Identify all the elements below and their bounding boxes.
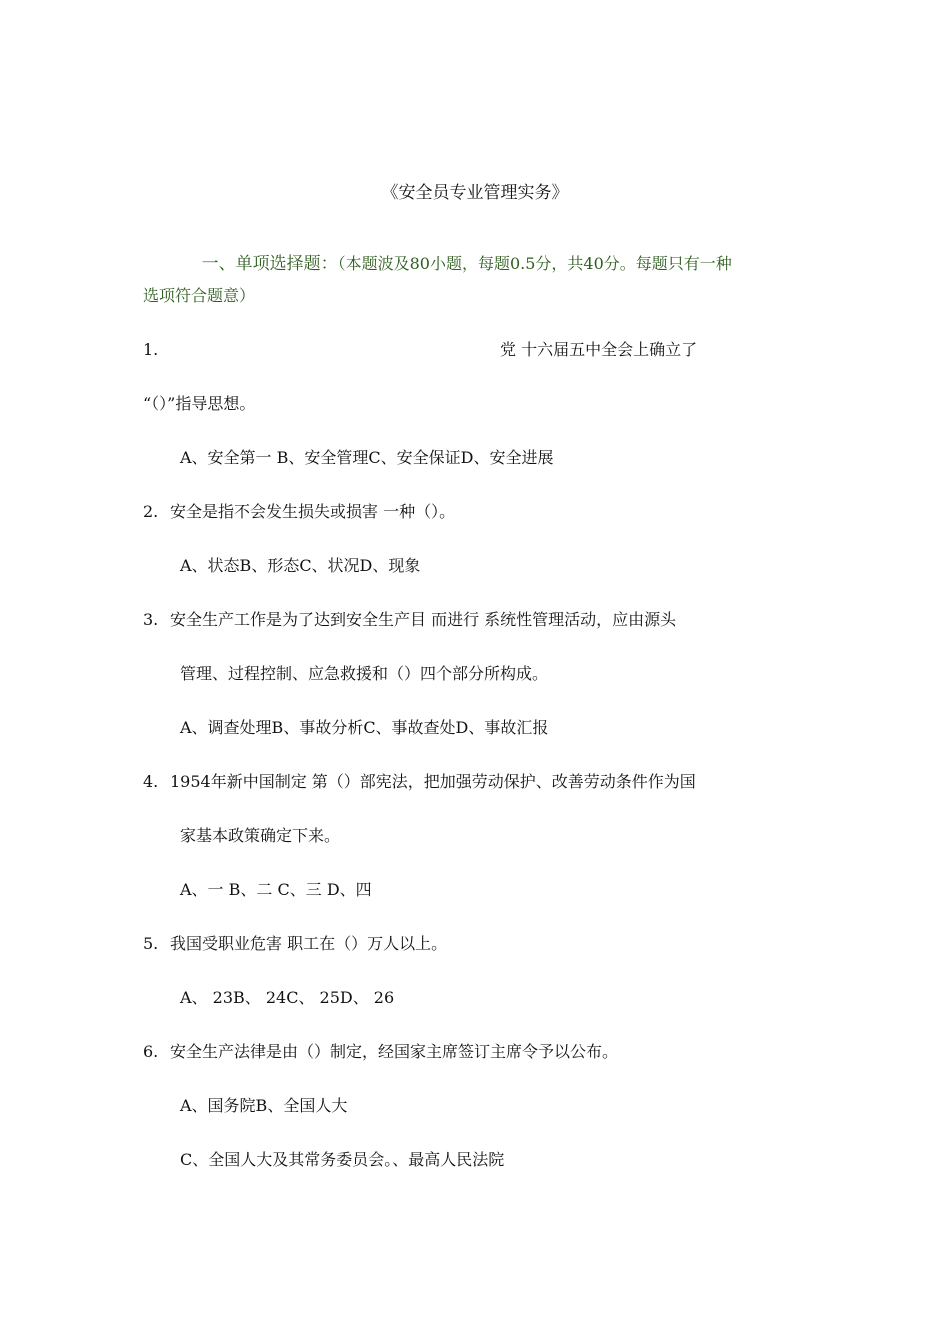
question-6-number: 6.: [143, 1042, 159, 1061]
question-3-text: 安全生产工作是为了达到安全生产目 而进行 系统性管理活动，应由源头: [170, 610, 677, 629]
question-3-options: A、调查处理B、事故分析C、事故查处D、事故汇报: [180, 718, 549, 737]
question-1-text: 党 十六届五中全会上确立了: [500, 340, 698, 359]
section-note-line2: 选项符合题意）: [143, 286, 256, 305]
question-3-number: 3.: [143, 610, 159, 629]
question-1-text-continued: “（）”指导思想。: [143, 394, 256, 413]
section-heading-label: 一、单项选择题：: [201, 254, 338, 274]
question-6-text: 安全生产法律是由（）制定，经国家主席签订主席令予以公布。: [170, 1042, 619, 1061]
question-6-options-line2: C、全国人大及其常务委员会。、最高人民法院: [180, 1150, 505, 1169]
question-1-number: 1.: [143, 340, 159, 359]
section-note-line1: （本题波及80小题，每题0.5分，共40分。每题只有一种: [337, 254, 732, 273]
question-4-text-continued: 家基本政策确定下来。: [180, 826, 341, 845]
question-1-options: A、安全第一 B、安全管理C、安全保证D、安全进展: [180, 448, 554, 467]
question-2-number: 2.: [143, 502, 159, 521]
question-5-text: 我国受职业危害 职工在（）万人以上。: [170, 934, 448, 953]
question-3-text-continued: 管理、过程控制、应急救援和（）四个部分所构成。: [180, 664, 549, 683]
question-2-options: A、状态B、形态C、状况D、现象: [180, 556, 421, 575]
question-5-options: A、 23B、 24C、 25D、 26: [180, 988, 395, 1007]
document-title: 《安全员专业管理实务》: [381, 183, 569, 203]
question-5-number: 5.: [143, 934, 159, 953]
question-6-options-line1: A、国务院B、全国人大: [180, 1096, 348, 1115]
section-heading: [180, 231, 732, 297]
question-4-options: A、一 B、二 C、三 D、四: [180, 880, 372, 899]
question-4-number: 4.: [143, 772, 159, 791]
question-4-text: 1954年新中国制定 第（）部宪法，把加强劳动保护、改善劳动条件作为国: [170, 772, 696, 791]
question-2-text: 安全是指不会发生损失或损害 一种（）。: [170, 502, 456, 521]
